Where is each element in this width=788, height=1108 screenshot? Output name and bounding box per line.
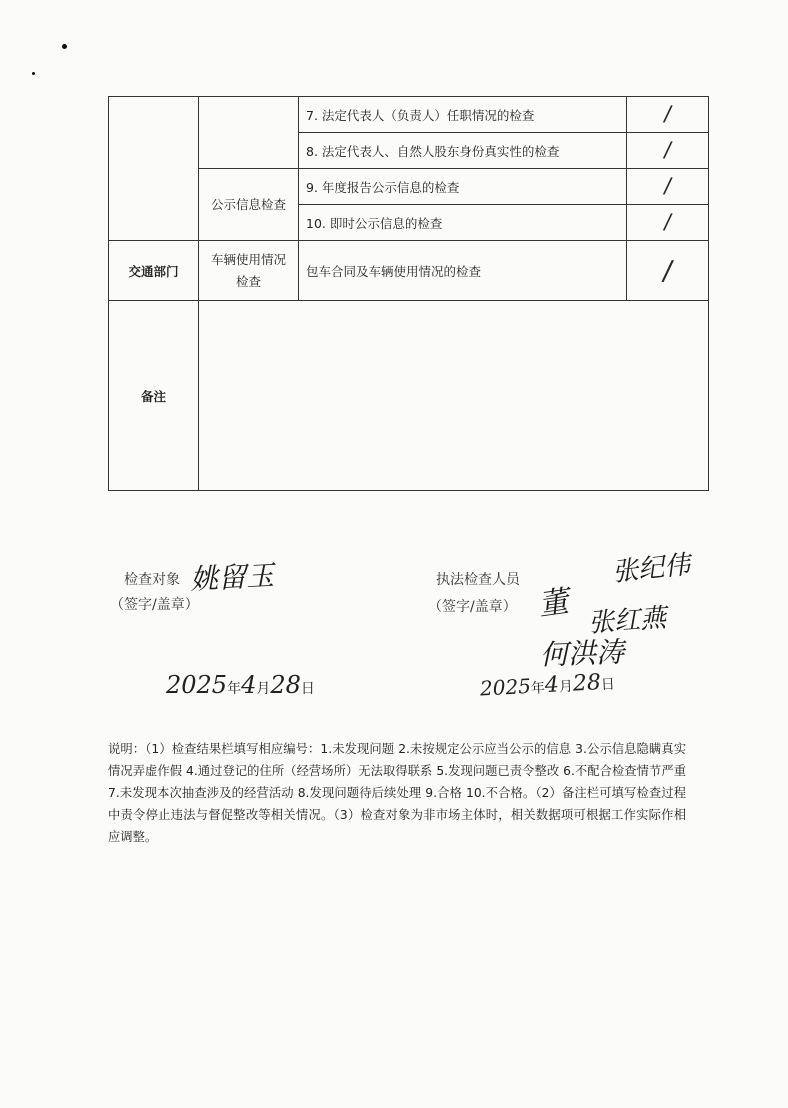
scan-speck bbox=[32, 72, 35, 75]
date-year-unit: 年 bbox=[227, 681, 242, 697]
date-day: 28 bbox=[270, 671, 301, 699]
date-month: 4 bbox=[544, 672, 560, 699]
check-item: 10. 即时公示信息的检查 bbox=[299, 205, 627, 241]
remarks-value bbox=[199, 301, 709, 491]
result-cell bbox=[627, 241, 709, 301]
officer-signature-3: 张纪伟 bbox=[610, 549, 692, 588]
officer-signature-1: 董 bbox=[536, 584, 571, 623]
check-item: 9. 年度报告公示信息的检查 bbox=[299, 169, 627, 205]
date-year-unit: 年 bbox=[530, 680, 546, 697]
result-cell bbox=[627, 205, 709, 241]
result-mark: / bbox=[662, 173, 673, 200]
vehicle-check-line1: 车辆使用情况 bbox=[210, 251, 286, 267]
officer-signature-2: 张红燕 bbox=[587, 603, 668, 639]
date-month-unit: 月 bbox=[558, 678, 574, 696]
subject-signature: 姚留玉 bbox=[189, 558, 275, 597]
result-mark: / bbox=[662, 209, 673, 236]
result-cell bbox=[627, 97, 709, 133]
check-item: 7. 法定代表人（负责人）任职情况的检查 bbox=[299, 97, 627, 133]
subject-label: 检查对象 bbox=[124, 572, 180, 588]
public-info-label: 公示信息检查 bbox=[199, 169, 299, 241]
table-row bbox=[109, 241, 709, 301]
dept-cell-empty bbox=[109, 97, 199, 241]
transport-dept-label: 交通部门 bbox=[109, 241, 199, 301]
date-year: 2025 bbox=[166, 671, 228, 699]
vehicle-check-line2: 检查 bbox=[235, 273, 261, 289]
vehicle-check-label bbox=[199, 241, 299, 301]
table-row bbox=[109, 97, 709, 133]
scan-speck bbox=[62, 44, 67, 49]
date-year: 2025 bbox=[479, 673, 532, 701]
inspection-table bbox=[108, 96, 709, 491]
subject-note: （签字/盖章） bbox=[110, 597, 199, 613]
sub-cell-empty bbox=[199, 97, 299, 169]
instructions-text: 说明：（1）检查结果栏填写相应编号：1.未发现问题 2.未按规定公示应当公示的信息 3.公示信息隐瞒真实情况弄虚作假 4.通过登记的住所（经营场所）无法取得联系 5.发现问题已责令整改 6.不配合检查情节严重 7.未发现本次抽查涉及的经营活动 8.发现问题待后续处理 9.合格 10.不合格。（2）备注栏可填写检查过程中责令停止违法与督促整改等相关情况。（3）检查对象为非市场主体时，相关数据项可根据工作实际作相应调整。 bbox=[108, 742, 686, 844]
subject-date bbox=[166, 671, 315, 699]
result-mark: / bbox=[662, 101, 673, 128]
result-mark: / bbox=[660, 253, 675, 288]
date-month-unit: 月 bbox=[256, 681, 271, 697]
officer-date bbox=[479, 669, 615, 701]
officer-label: 执法检查人员 bbox=[436, 572, 520, 588]
result-cell bbox=[627, 169, 709, 205]
date-day: 28 bbox=[572, 670, 602, 697]
check-item: 8. 法定代表人、自然人股东身份真实性的检查 bbox=[299, 133, 627, 169]
date-month: 4 bbox=[241, 671, 257, 699]
check-item: 包车合同及车辆使用情况的检查 bbox=[299, 241, 627, 301]
officer-signature-4: 何洪涛 bbox=[539, 635, 625, 672]
result-mark: / bbox=[662, 137, 673, 164]
result-cell bbox=[627, 133, 709, 169]
date-day-unit: 日 bbox=[300, 681, 315, 697]
officer-note: （签字/盖章） bbox=[428, 599, 517, 615]
table-row bbox=[109, 301, 709, 491]
remarks-label: 备注 bbox=[109, 301, 199, 491]
date-day-unit: 日 bbox=[600, 676, 616, 694]
table-row bbox=[109, 169, 709, 205]
